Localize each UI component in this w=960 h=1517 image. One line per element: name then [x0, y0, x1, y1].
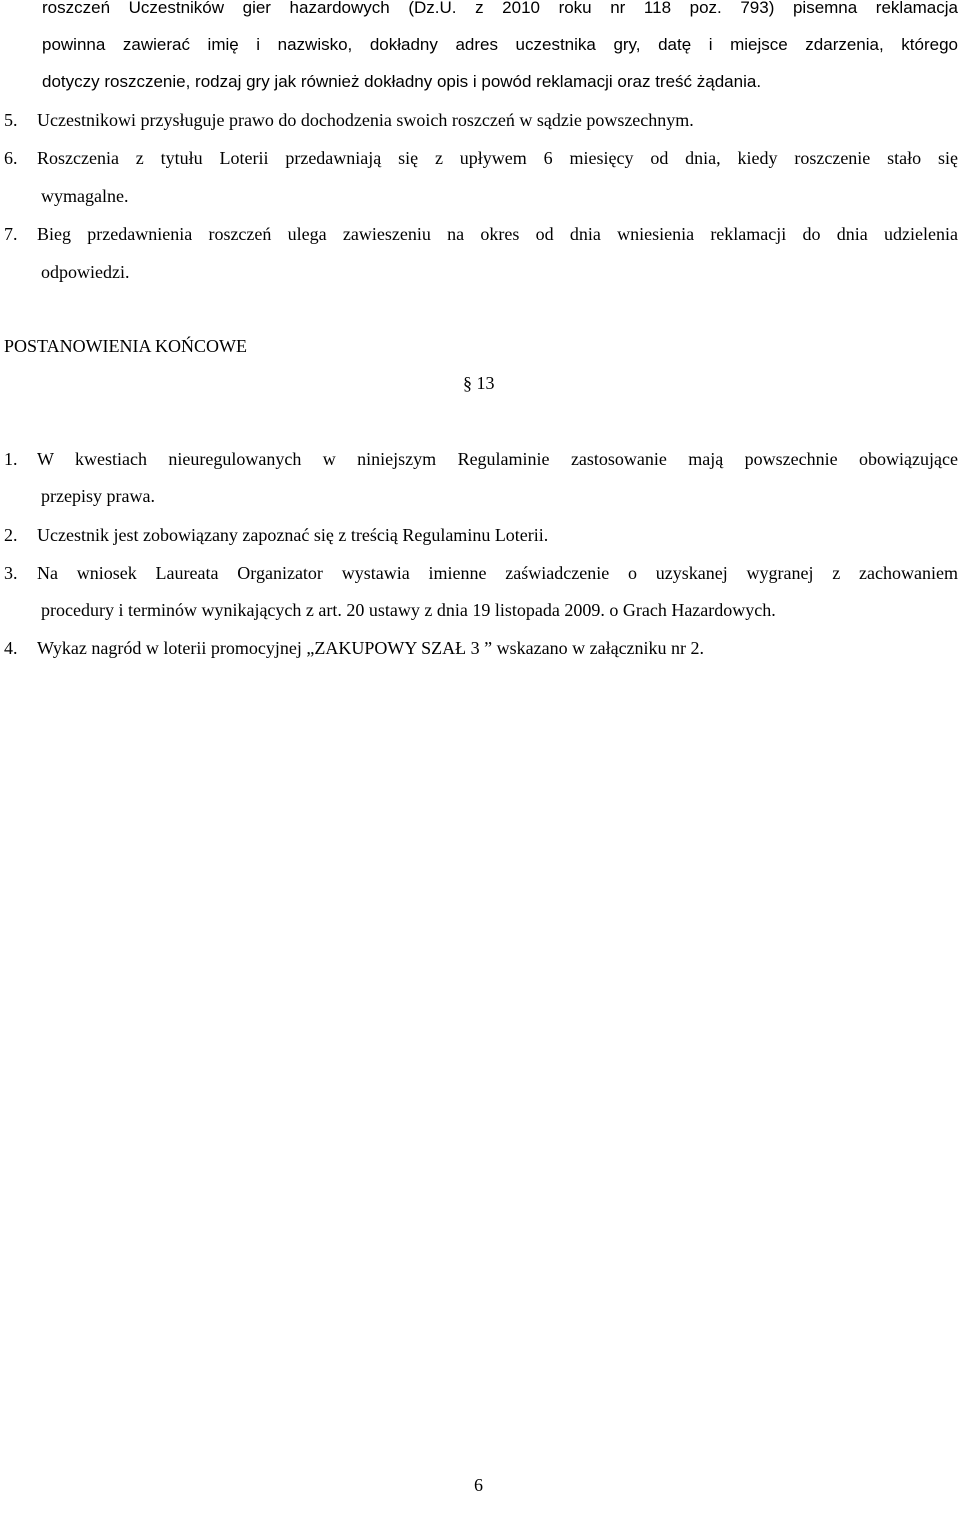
list-item-text: Uczestnikowi przysługuje prawo do dochodzenia swoich roszczeń w sądzie powszechnym.: [37, 110, 694, 130]
list-item-text: Roszczenia z tytułu Loterii przedawniają się z upływem 6 miesięcy od dnia, kiedy roszczenie stało się: [37, 148, 958, 168]
list-item-number: 6.: [4, 148, 18, 168]
section-mark: § 13: [463, 373, 495, 393]
list-item-text: Uczestnik jest zobowiązany zapoznać się z treścią Regulaminu Loterii.: [37, 525, 549, 545]
list-item-continuation: wymagalne.: [41, 186, 129, 206]
paragraph-line: dotyczy roszczenie, rodzaj gry jak również dokładny opis i powód reklamacji oraz treść żądania.: [42, 72, 762, 91]
list-item-continuation: odpowiedzi.: [41, 262, 130, 282]
paragraph-line: roszczeń Uczestników gier hazardowych (Dz.U. z 2010 roku nr 118 poz. 793) pisemna reklamacja: [42, 0, 958, 17]
list-item-continuation: procedury i terminów wynikających z art. 20 ustawy z dnia 19 listopada 2009. o Grach Hazardowych.: [41, 600, 776, 620]
list-item-text: Na wniosek Laureata Organizator wystawia imienne zaświadczenie o uzyskanej wygranej z zachowaniem: [37, 563, 958, 583]
list-item-number: 4.: [4, 638, 18, 658]
list-item-number: 7.: [4, 224, 18, 244]
list-item-number: 1.: [4, 449, 18, 469]
list-item-text: Bieg przedawnienia roszczeń ulega zawieszeniu na okres od dnia wniesienia reklamacji do dnia udzielenia: [37, 224, 958, 244]
page-number: 6: [474, 1475, 483, 1495]
list-item-continuation: przepisy prawa.: [41, 486, 155, 506]
list-item-number: 2.: [4, 525, 18, 545]
paragraph-line: powinna zawierać imię i nazwisko, dokładny adres uczestnika gry, datę i miejsce zdarzenia, którego: [42, 35, 958, 54]
list-item-text: Wykaz nagród w loterii promocyjnej „ZAKUPOWY SZAŁ 3 ” wskazano w załączniku nr 2.: [37, 638, 705, 658]
list-item-number: 5.: [4, 110, 18, 130]
list-item-number: 3.: [4, 563, 18, 583]
list-item-text: W kwestiach nieuregulowanych w niniejszym Regulaminie zastosowanie mają powszechnie obowiązujące: [37, 449, 958, 469]
section-heading: POSTANOWIENIA KOŃCOWE: [4, 336, 248, 356]
